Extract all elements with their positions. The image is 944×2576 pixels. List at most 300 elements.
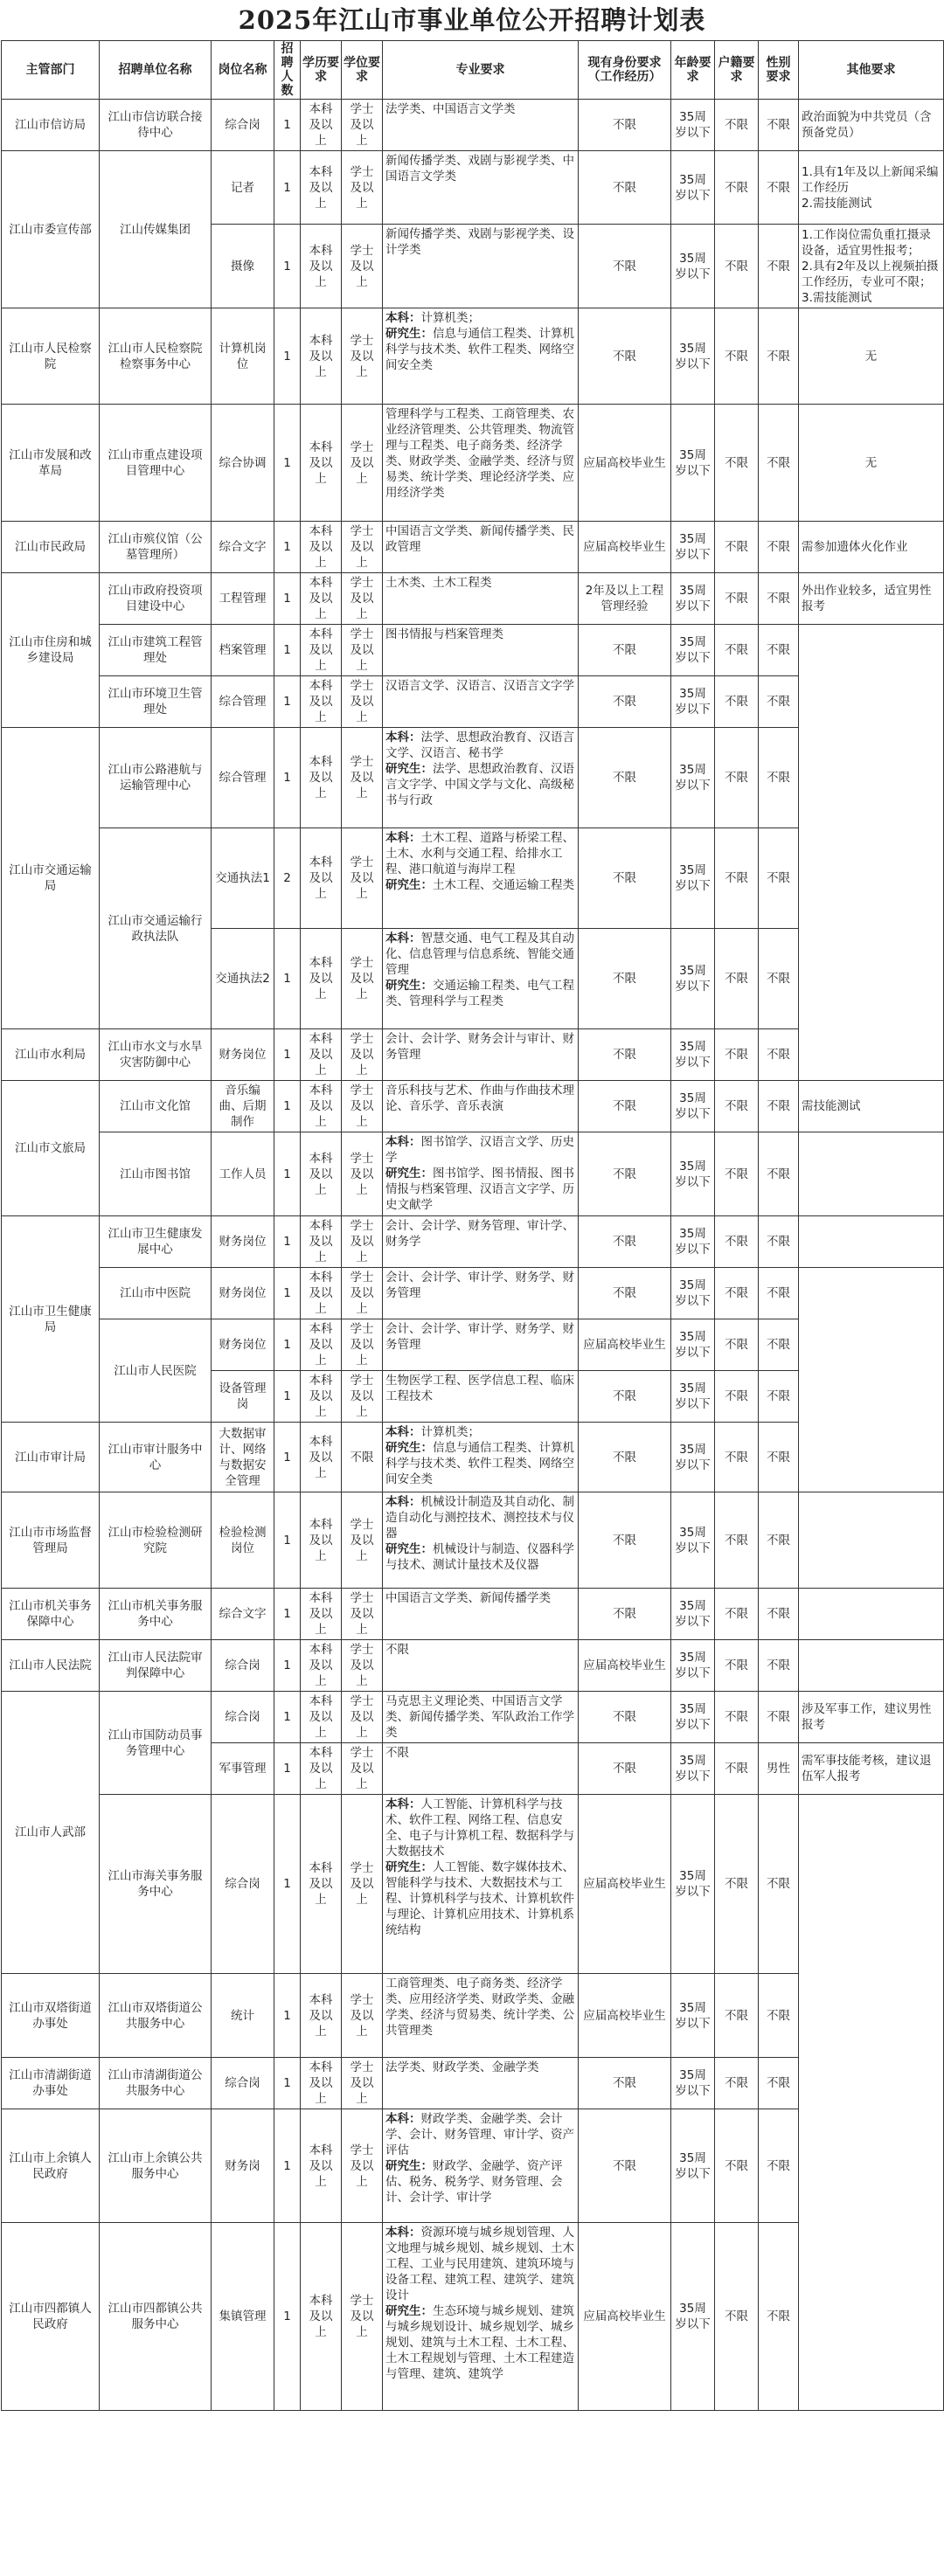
- position-cell: 综合协调: [212, 405, 274, 522]
- table-row: [2, 573, 944, 625]
- status-cell: 应届高校毕业生: [579, 405, 671, 522]
- sex-cell: 不限: [759, 676, 799, 728]
- huji-cell: 不限: [715, 1371, 759, 1423]
- table-row: [2, 625, 944, 676]
- major-text: 汉语言文学、汉语言、汉语言文字学: [385, 679, 574, 693]
- other-cell: 1.工作岗位需负重扛摄录设备，适宜男性报考； 2.具有2年及以上视频拍摄工作经历，专业可不限； 3.需技能测试: [799, 225, 944, 308]
- degree-cell: 学士及以上: [342, 1640, 383, 1692]
- huji-cell: 不限: [715, 625, 759, 676]
- status-cell: 不限: [579, 1216, 671, 1268]
- major-line: [385, 2111, 575, 2158]
- unit-cell: 江山市检验检测研究院: [100, 1492, 212, 1589]
- other-cell: [799, 1640, 944, 1692]
- major-text: 图书馆学、汉语言文学、历史学: [385, 1135, 574, 1165]
- unit-cell: 江山市图书馆: [100, 1132, 212, 1216]
- age-cell: 35周岁以下: [671, 1743, 715, 1795]
- major-cell: [383, 1319, 579, 1371]
- dept-cell: 江山市市场监督管理局: [2, 1492, 100, 1589]
- huji-cell: 不限: [715, 1268, 759, 1319]
- dept-cell: 江山市上余镇人民政府: [2, 2109, 100, 2223]
- status-cell: 不限: [579, 728, 671, 828]
- count-cell: 1: [274, 573, 301, 625]
- major-cell: [383, 929, 579, 1029]
- major-text: 信息与通信工程类、计算机科学与技术类、软件工程类、网络空间安全类: [385, 1441, 574, 1486]
- major-cell: [383, 2109, 579, 2223]
- huji-cell: 不限: [715, 308, 759, 405]
- huji-cell: 不限: [715, 1492, 759, 1589]
- major-label: 本科：: [385, 1797, 421, 1811]
- major-line: [385, 761, 575, 808]
- major-line: [385, 678, 575, 694]
- major-text: 财政学类、金融学类、会计学、会计、财务管理、审计学、资产评估: [385, 2112, 574, 2157]
- degree-cell: 学士及以上: [342, 1319, 383, 1371]
- age-cell: 35周岁以下: [671, 1974, 715, 2058]
- status-cell: 应届高校毕业生: [579, 2223, 671, 2411]
- major-label: 研究生：: [385, 1860, 433, 1874]
- major-line: [385, 1031, 575, 1063]
- major-text: 生物医学工程、医学信息工程、临床工程技术: [385, 1374, 574, 1403]
- dept-cell: 江山市审计局: [2, 1423, 100, 1492]
- other-cell: 外出作业较多，适宜男性报考: [799, 573, 944, 625]
- education-cell: 本科及以上: [301, 1692, 342, 1743]
- other-cell: 需技能测试: [799, 1081, 944, 1132]
- major-cell: [383, 1795, 579, 1974]
- count-cell: 1: [274, 1319, 301, 1371]
- col-header-dept: 主管部门: [2, 41, 100, 100]
- major-line: [385, 326, 575, 373]
- huji-cell: 不限: [715, 676, 759, 728]
- unit-cell: 江山市水文与水旱灾害防御中心: [100, 1029, 212, 1081]
- status-cell: 不限: [579, 625, 671, 676]
- dept-cell: 江山市民政局: [2, 522, 100, 573]
- education-cell: 本科及以上: [301, 625, 342, 676]
- status-cell: 不限: [579, 1492, 671, 1589]
- huji-cell: 不限: [715, 1216, 759, 1268]
- education-cell: 本科及以上: [301, 2223, 342, 2411]
- huji-cell: 不限: [715, 2223, 759, 2411]
- education-cell: 本科及以上: [301, 1319, 342, 1371]
- page-title: 2025年江山市事业单位公开招聘计划表: [238, 5, 706, 35]
- age-cell: 35周岁以下: [671, 1640, 715, 1692]
- dept-cell: 江山市水利局: [2, 1029, 100, 1081]
- degree-cell: 学士及以上: [342, 1692, 383, 1743]
- col-header-degree: 学位要求: [342, 41, 383, 100]
- degree-cell: 学士及以上: [342, 1492, 383, 1589]
- major-text: 法学类、财政学类、金融学类: [385, 2060, 539, 2074]
- position-cell: 军事管理: [212, 1743, 274, 1795]
- major-line: [385, 1859, 575, 1938]
- status-cell: 2年及以上工程管理经验: [579, 573, 671, 625]
- degree-cell: 学士及以上: [342, 1974, 383, 2058]
- major-line: [385, 310, 575, 326]
- major-text: 人工智能、计算机科学与技术、软件工程、网络工程、信息安全、电子与计算机工程、数据科学与大数据技术: [385, 1797, 574, 1859]
- table-body: [2, 100, 944, 2411]
- position-cell: 交通执法2: [212, 929, 274, 1029]
- major-text: 会计、会计学、审计学、财务学、财务管理: [385, 1322, 574, 1352]
- status-cell: 不限: [579, 2058, 671, 2109]
- count-cell: 1: [274, 522, 301, 573]
- huji-cell: 不限: [715, 1589, 759, 1640]
- sex-cell: 不限: [759, 2223, 799, 2411]
- count-cell: 1: [274, 1974, 301, 2058]
- position-cell: 设备管理岗: [212, 1371, 274, 1423]
- position-cell: 财务岗位: [212, 1268, 274, 1319]
- sex-cell: 不限: [759, 308, 799, 405]
- status-cell: 不限: [579, 308, 671, 405]
- major-cell: [383, 728, 579, 828]
- position-cell: 综合岗: [212, 1692, 274, 1743]
- major-text: 人工智能、数字媒体技术、智能科学与技术、大数据技术与工程、计算机科学与技术、计算机软件与理论、计算机应用技术、计算机系统结构: [385, 1860, 574, 1937]
- major-text: 不限: [385, 1746, 409, 1760]
- unit-cell: 江山市重点建设项目管理中心: [100, 405, 212, 522]
- age-cell: 35周岁以下: [671, 308, 715, 405]
- major-cell: [383, 1132, 579, 1216]
- sex-cell: 不限: [759, 828, 799, 929]
- count-cell: 1: [274, 1743, 301, 1795]
- major-cell: [383, 676, 579, 728]
- huji-cell: 不限: [715, 1974, 759, 2058]
- dept-cell: 江山市住房和城乡建设局: [2, 573, 100, 728]
- count-cell: 1: [274, 1029, 301, 1081]
- major-text: 图书情报与档案管理类: [385, 627, 503, 641]
- major-cell: [383, 308, 579, 405]
- sex-cell: 不限: [759, 522, 799, 573]
- sex-cell: 不限: [759, 1371, 799, 1423]
- degree-cell: 学士及以上: [342, 1081, 383, 1132]
- major-cell: [383, 1423, 579, 1492]
- col-header-age: 年龄要求: [671, 41, 715, 100]
- position-cell: 计算机岗位: [212, 308, 274, 405]
- major-cell: [383, 1743, 579, 1795]
- table-row: [2, 1132, 944, 1216]
- education-cell: 本科及以上: [301, 100, 342, 151]
- position-cell: 集镇管理: [212, 2223, 274, 2411]
- status-cell: 不限: [579, 1371, 671, 1423]
- unit-cell: 江山市人民检察院检察事务中心: [100, 308, 212, 405]
- degree-cell: 学士及以上: [342, 308, 383, 405]
- status-cell: 不限: [579, 100, 671, 151]
- major-label: 本科：: [385, 2112, 421, 2126]
- huji-cell: 不限: [715, 828, 759, 929]
- major-line: [385, 1321, 575, 1353]
- unit-cell: 江山市海关事务服务中心: [100, 1795, 212, 1974]
- position-cell: 综合文字: [212, 1589, 274, 1640]
- count-cell: 1: [274, 2109, 301, 2223]
- major-label: 本科：: [385, 931, 421, 945]
- major-label: 研究生：: [385, 2304, 433, 2318]
- position-cell: 档案管理: [212, 625, 274, 676]
- col-header-huji: 户籍要求: [715, 41, 759, 100]
- huji-cell: 不限: [715, 100, 759, 151]
- major-line: [385, 1270, 575, 1301]
- count-cell: 1: [274, 728, 301, 828]
- degree-cell: 学士及以上: [342, 728, 383, 828]
- age-cell: 35周岁以下: [671, 522, 715, 573]
- dept-cell: 江山市清湖街道办事处: [2, 2058, 100, 2109]
- major-line: [385, 627, 575, 642]
- major-cell: [383, 100, 579, 151]
- major-text: 交通运输工程类、电气工程类、管理科学与工程类: [385, 979, 574, 1008]
- table-row: [2, 1692, 944, 1743]
- education-cell: 本科及以上: [301, 573, 342, 625]
- age-cell: 35周岁以下: [671, 100, 715, 151]
- unit-cell: 江山市建筑工程管理处: [100, 625, 212, 676]
- unit-cell: 江山市文化馆: [100, 1081, 212, 1132]
- major-label: 研究生：: [385, 762, 433, 776]
- position-cell: 综合岗: [212, 1640, 274, 1692]
- position-cell: 摄像: [212, 225, 274, 308]
- sex-cell: 不限: [759, 1640, 799, 1692]
- degree-cell: 学士及以上: [342, 573, 383, 625]
- major-line: [385, 2158, 575, 2206]
- position-cell: 统计: [212, 1974, 274, 2058]
- position-cell: 综合岗: [212, 2058, 274, 2109]
- major-line: [385, 1424, 575, 1440]
- unit-cell: 江山市信访联合接待中心: [100, 100, 212, 151]
- position-cell: 财务岗位: [212, 1319, 274, 1371]
- status-cell: 不限: [579, 1589, 671, 1640]
- col-header-education: 学历要求: [301, 41, 342, 100]
- status-cell: 应届高校毕业生: [579, 1640, 671, 1692]
- position-cell: 综合岗: [212, 100, 274, 151]
- major-label: 本科：: [385, 311, 421, 325]
- count-cell: 1: [274, 100, 301, 151]
- major-text: 会计、会计学、财务管理、审计学、财务学: [385, 1219, 574, 1249]
- table-row: [2, 1492, 944, 1589]
- degree-cell: 学士及以上: [342, 625, 383, 676]
- huji-cell: 不限: [715, 1423, 759, 1492]
- huji-cell: 不限: [715, 1029, 759, 1081]
- major-text: 生态环境与城乡规划、建筑与城乡规划设计、城乡规划学、城乡规划、建筑与土木工程、土木工程、土木工程规划与管理、土木工程建造与管理、建筑、建筑学: [385, 2304, 574, 2381]
- count-cell: 1: [274, 1216, 301, 1268]
- status-cell: 应届高校毕业生: [579, 522, 671, 573]
- unit-cell: 江山市上余镇公共服务中心: [100, 2109, 212, 2223]
- huji-cell: 不限: [715, 573, 759, 625]
- sex-cell: 不限: [759, 1423, 799, 1492]
- major-text: 信息与通信工程类、计算机科学与技术类、软件工程类、网络空间安全类: [385, 327, 574, 372]
- status-cell: 不限: [579, 1029, 671, 1081]
- age-cell: 35周岁以下: [671, 1319, 715, 1371]
- major-text: 土木类、土木工程类: [385, 576, 492, 590]
- unit-cell: 江山市机关事务服务中心: [100, 1589, 212, 1640]
- unit-cell: 江山市卫生健康发展中心: [100, 1216, 212, 1268]
- huji-cell: 不限: [715, 151, 759, 225]
- position-cell: 财务岗位: [212, 1216, 274, 1268]
- count-cell: 1: [274, 405, 301, 522]
- status-cell: 不限: [579, 1268, 671, 1319]
- degree-cell: 学士及以上: [342, 225, 383, 308]
- table-row: [2, 1216, 944, 1268]
- major-line: [385, 1642, 575, 1658]
- dept-cell: 江山市四都镇人民政府: [2, 2223, 100, 2411]
- major-cell: [383, 1081, 579, 1132]
- age-cell: 35周岁以下: [671, 728, 715, 828]
- sex-cell: 不限: [759, 2058, 799, 2109]
- status-cell: 不限: [579, 828, 671, 929]
- unit-cell: 江山市公路港航与运输管理中心: [100, 728, 212, 828]
- table-row: [2, 405, 944, 522]
- education-cell: 本科及以上: [301, 676, 342, 728]
- table-row: [2, 151, 944, 225]
- huji-cell: 不限: [715, 1319, 759, 1371]
- huji-cell: 不限: [715, 522, 759, 573]
- major-cell: [383, 1268, 579, 1319]
- count-cell: 1: [274, 676, 301, 728]
- dept-cell: 江山市信访局: [2, 100, 100, 151]
- dept-cell: 江山市卫生健康局: [2, 1216, 100, 1423]
- major-label: 本科：: [385, 1495, 421, 1509]
- age-cell: 35周岁以下: [671, 2109, 715, 2223]
- degree-cell: 学士及以上: [342, 2109, 383, 2223]
- position-cell: 大数据审计、网络与数据安全管理: [212, 1423, 274, 1492]
- major-text: 机械设计制造及其自动化、制造自动化与测控技术、测控技术与仪器: [385, 1495, 574, 1541]
- education-cell: 本科及以上: [301, 1081, 342, 1132]
- major-text: 不限: [385, 1643, 409, 1657]
- unit-cell: 江山市环境卫生管理处: [100, 676, 212, 728]
- dept-cell: 江山市发展和改革局: [2, 405, 100, 522]
- status-cell: 不限: [579, 151, 671, 225]
- age-cell: 35周岁以下: [671, 929, 715, 1029]
- major-text: 工商管理类、电子商务类、经济学类、应用经济学类、财政学类、金融学类、经济与贸易类、统计学类、公共管理类: [385, 1977, 574, 2038]
- age-cell: 35周岁以下: [671, 1589, 715, 1640]
- major-line: [385, 1745, 575, 1761]
- major-line: [385, 877, 575, 893]
- major-label: 研究生：: [385, 2159, 433, 2173]
- huji-cell: 不限: [715, 2109, 759, 2223]
- sex-cell: 不限: [759, 1492, 799, 1589]
- age-cell: 35周岁以下: [671, 828, 715, 929]
- other-cell: [799, 1492, 944, 1589]
- count-cell: 1: [274, 1492, 301, 1589]
- col-header-position: 岗位名称: [212, 41, 274, 100]
- major-line: [385, 978, 575, 1009]
- major-label: 研究生：: [385, 327, 433, 341]
- education-cell: 本科及以上: [301, 1268, 342, 1319]
- major-label: 研究生：: [385, 1542, 433, 1556]
- degree-cell: 学士及以上: [342, 1743, 383, 1795]
- col-header-major: 专业要求: [383, 41, 579, 100]
- major-label: 研究生：: [385, 1441, 433, 1455]
- unit-cell: 江山市人民法院审判保障中心: [100, 1640, 212, 1692]
- huji-cell: 不限: [715, 405, 759, 522]
- major-line: [385, 575, 575, 591]
- other-cell: [799, 1216, 944, 1268]
- position-cell: 音乐编曲、后期制作: [212, 1081, 274, 1132]
- age-cell: 35周岁以下: [671, 573, 715, 625]
- education-cell: 本科及以上: [301, 1743, 342, 1795]
- count-cell: 1: [274, 151, 301, 225]
- status-cell: 不限: [579, 1743, 671, 1795]
- age-cell: 35周岁以下: [671, 625, 715, 676]
- other-cell: 需参加遗体火化作业: [799, 522, 944, 573]
- table-row: [2, 100, 944, 151]
- degree-cell: 学士及以上: [342, 1371, 383, 1423]
- major-text: 新闻传播学类、戏剧与影视学类、设计学类: [385, 227, 574, 257]
- sex-cell: 不限: [759, 625, 799, 676]
- count-cell: 1: [274, 1640, 301, 1692]
- position-cell: 财务岗位: [212, 1029, 274, 1081]
- education-cell: 本科及以上: [301, 728, 342, 828]
- degree-cell: 学士及以上: [342, 1268, 383, 1319]
- col-header-sex: 性别要求: [759, 41, 799, 100]
- major-cell: [383, 151, 579, 225]
- table-row: [2, 522, 944, 573]
- education-cell: 本科及以上: [301, 828, 342, 929]
- major-text: 新闻传播学类、戏剧与影视学类、中国语言文学类: [385, 154, 574, 184]
- sex-cell: 不限: [759, 151, 799, 225]
- major-label: 本科：: [385, 1135, 421, 1149]
- age-cell: 35周岁以下: [671, 1423, 715, 1492]
- age-cell: 35周岁以下: [671, 1132, 715, 1216]
- table-row: [2, 308, 944, 405]
- major-line: [385, 1541, 575, 1573]
- table-row: [2, 1268, 944, 1319]
- degree-cell: 学士及以上: [342, 1795, 383, 1974]
- sex-cell: 不限: [759, 1589, 799, 1640]
- status-cell: 不限: [579, 225, 671, 308]
- major-text: 中国语言文学类、新闻传播学类、民政管理: [385, 524, 574, 554]
- major-cell: [383, 2058, 579, 2109]
- major-line: [385, 226, 575, 258]
- major-line: [385, 1083, 575, 1114]
- major-cell: [383, 1692, 579, 1743]
- status-cell: 不限: [579, 2109, 671, 2223]
- position-cell: 综合管理: [212, 676, 274, 728]
- sex-cell: 不限: [759, 1132, 799, 1216]
- degree-cell: 学士及以上: [342, 100, 383, 151]
- status-cell: 不限: [579, 929, 671, 1029]
- age-cell: 35周岁以下: [671, 1795, 715, 1974]
- status-cell: 不限: [579, 1081, 671, 1132]
- sex-cell: 不限: [759, 1692, 799, 1743]
- major-label: 研究生：: [385, 979, 433, 993]
- degree-cell: 学士及以上: [342, 929, 383, 1029]
- major-line: [385, 1976, 575, 2039]
- unit-cell: 江山传媒集团: [100, 151, 212, 308]
- degree-cell: 学士及以上: [342, 1589, 383, 1640]
- table-row: [2, 1081, 944, 1132]
- unit-cell: 江山市人民医院: [100, 1319, 212, 1423]
- major-line: [385, 1693, 575, 1741]
- position-cell: 综合岗: [212, 1795, 274, 1974]
- other-cell: [799, 1589, 944, 1640]
- unit-cell: 江山市殡仪馆（公墓管理所）: [100, 522, 212, 573]
- other-cell: [799, 1795, 944, 2411]
- other-cell: [799, 625, 944, 1081]
- dept-cell: 江山市文旅局: [2, 1081, 100, 1216]
- table-row: [2, 1589, 944, 1640]
- major-text: 会计、会计学、财务会计与审计、财务管理: [385, 1032, 574, 1062]
- major-text: 图书馆学、图书情报、图书情报与档案管理、汉语言文字学、历史文献学: [385, 1167, 574, 1212]
- major-text: 财政学、金融学、资产评估、税务、税务学、财务管理、会计、会计学、审计学: [385, 2159, 563, 2205]
- col-header-status: 现有身份要求（工作经历）: [579, 41, 671, 100]
- count-cell: 1: [274, 2223, 301, 2411]
- major-cell: [383, 1216, 579, 1268]
- major-text: 法学、思想政治教育、汉语言文学、汉语言、秘书学: [385, 731, 574, 760]
- table-row: [2, 1795, 944, 1974]
- position-cell: 检验检测岗位: [212, 1492, 274, 1589]
- huji-cell: 不限: [715, 1132, 759, 1216]
- count-cell: 1: [274, 1795, 301, 1974]
- major-cell: [383, 2223, 579, 2411]
- huji-cell: 不限: [715, 225, 759, 308]
- degree-cell: 学士及以上: [342, 405, 383, 522]
- education-cell: 本科及以上: [301, 1795, 342, 1974]
- count-cell: 1: [274, 1268, 301, 1319]
- position-cell: 记者: [212, 151, 274, 225]
- major-text: 中国语言文学类、新闻传播学类: [385, 1591, 551, 1605]
- education-cell: 本科及以上: [301, 522, 342, 573]
